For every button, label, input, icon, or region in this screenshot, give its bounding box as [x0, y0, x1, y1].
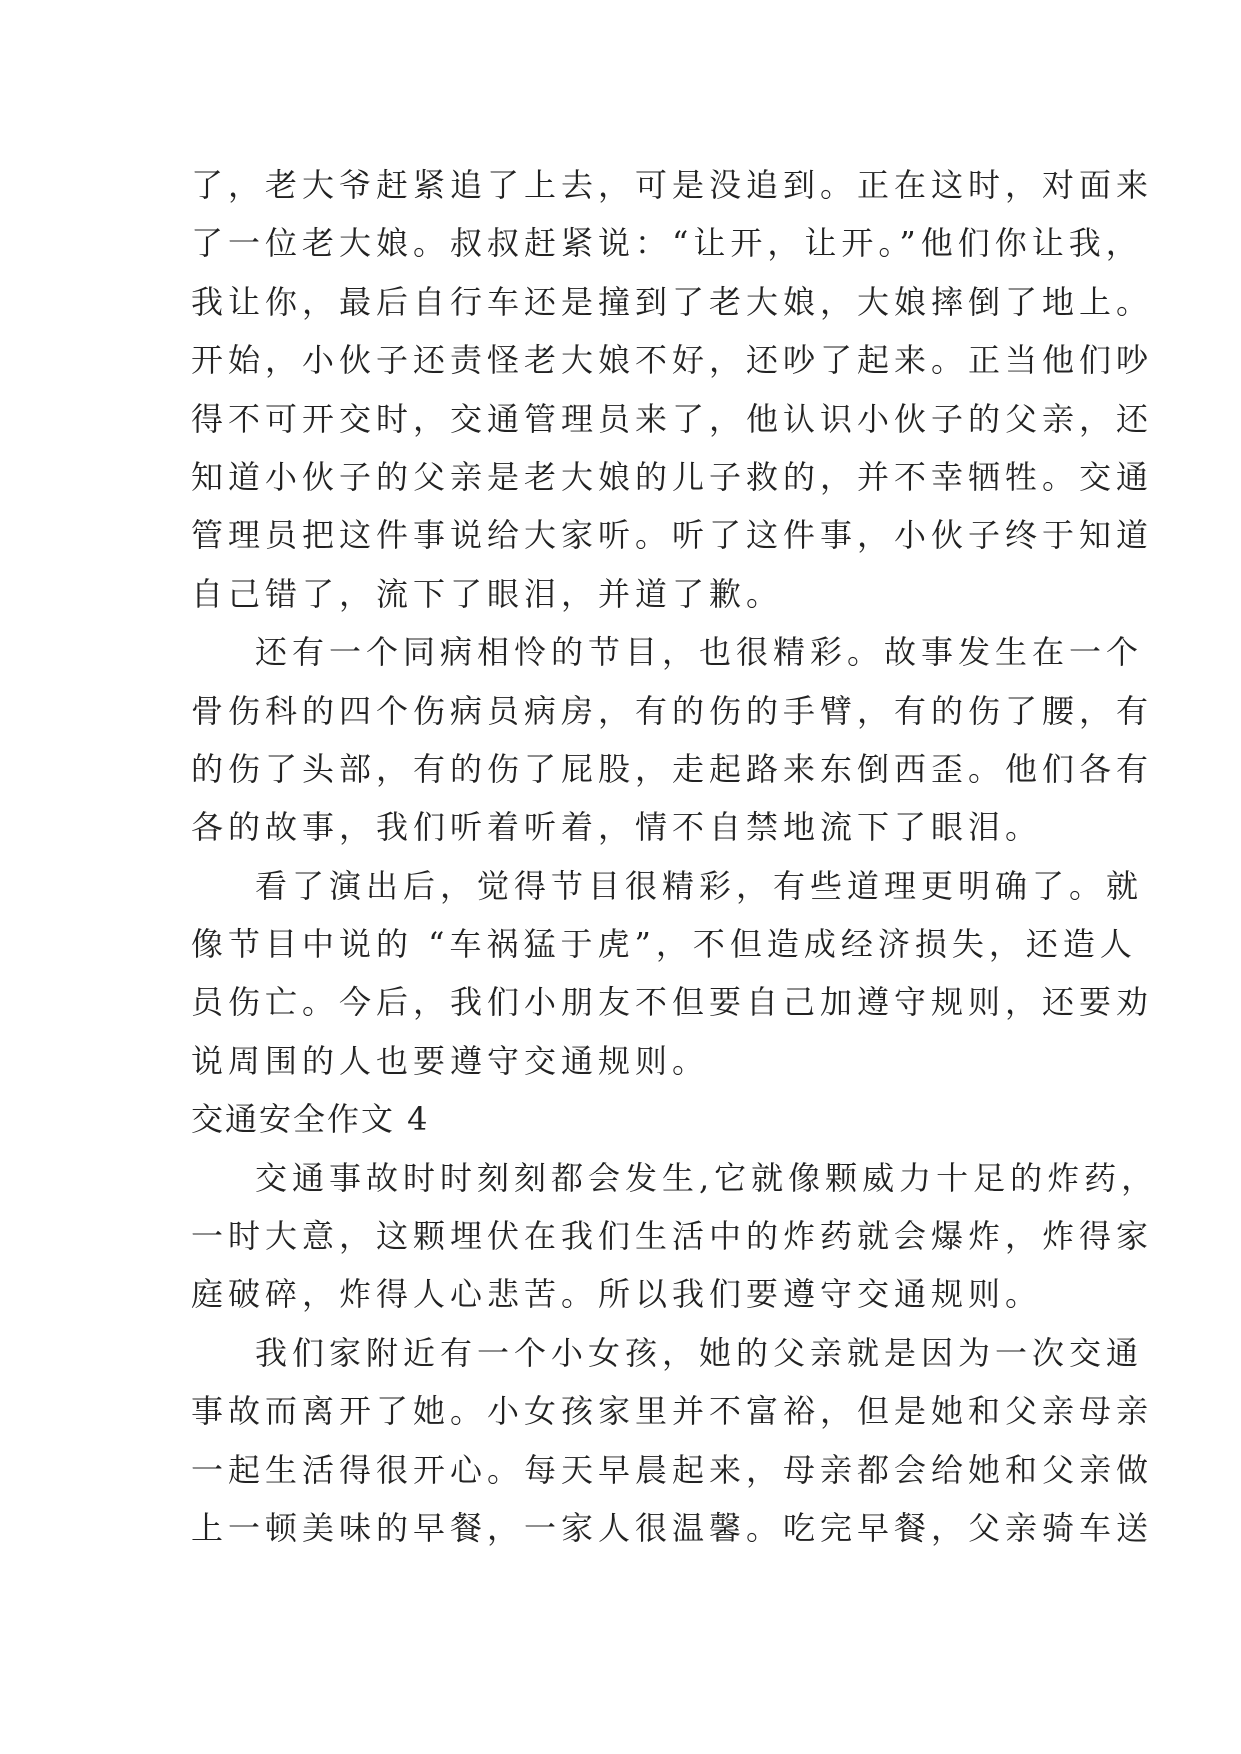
text-line: 还有一个同病相怜的节目，也很精彩。故事发生在一个: [255, 633, 1144, 672]
text-line: 骨伤科的四个伤病员病房，有的伤的手臂，有的伤了腰，有: [191, 691, 1154, 730]
text-line: 一时大意，这颗埋伏在我们生活中的炸药就会爆炸，炸得家: [191, 1217, 1154, 1256]
text-line: 了一位老大娘。叔叔赶紧说：“让开，让开。”他们你让我，: [191, 224, 1143, 263]
text-line: 我让你，最后自行车还是撞到了老大娘，大娘摔倒了地上。: [191, 282, 1154, 321]
text-line: 说周围的人也要遵守交通规则。: [191, 1041, 710, 1080]
text-line: 一起生活得很开心。每天早晨起来，母亲都会给她和父亲做: [191, 1450, 1154, 1489]
text-line: 的伤了头部，有的伤了屁股，走起路来东倒西歪。他们各有: [191, 749, 1154, 788]
text-line: 了，老大爷赶紧追了上去，可是没追到。正在这时，对面来: [191, 166, 1154, 204]
text-line: 上一顿美味的早餐，一家人很温馨。吃完早餐，父亲骑车送: [191, 1508, 1154, 1547]
text-line: 开始，小伙子还责怪老大娘不好，还吵了起来。正当他们吵: [191, 341, 1154, 380]
text-line: 管理员把这件事说给大家听。听了这件事，小伙子终于知道: [191, 516, 1154, 555]
text-line: 我们家附近有一个小女孩，她的父亲就是因为一次交通: [255, 1333, 1144, 1372]
text-line: 自己错了，流下了眼泪，并道了歉。: [191, 574, 784, 613]
text-line: 各的故事，我们听着听着，情不自禁地流下了眼泪。: [191, 808, 1043, 847]
section-heading: 交通安全作文 4: [191, 1100, 430, 1139]
text-line: 事故而离开了她。小女孩家里并不富裕，但是她和父亲母亲: [191, 1392, 1154, 1431]
text-line: 交通事故时时刻刻都会发生,它就像颗威力十足的炸药，: [255, 1158, 1159, 1197]
text-line: 员伤亡。今后，我们小朋友不但要自己加遵守规则，还要劝: [191, 983, 1154, 1022]
text-line: 像节目中说的 “车祸猛于虎”，不但造成经济损失，还造人: [191, 925, 1137, 964]
text-line: 看了演出后，觉得节目很精彩，有些道理更明确了。就: [255, 866, 1144, 905]
text-line: 知道小伙子的父亲是老大娘的儿子救的，并不幸牺牲。交通: [191, 457, 1154, 496]
text-line: 得不可开交时，交通管理员来了，他认识小伙子的父亲，还: [191, 399, 1154, 438]
document-body: [191, 156, 1159, 1557]
text-line: 庭破碎，炸得人心悲苦。所以我们要遵守交通规则。: [191, 1275, 1043, 1314]
